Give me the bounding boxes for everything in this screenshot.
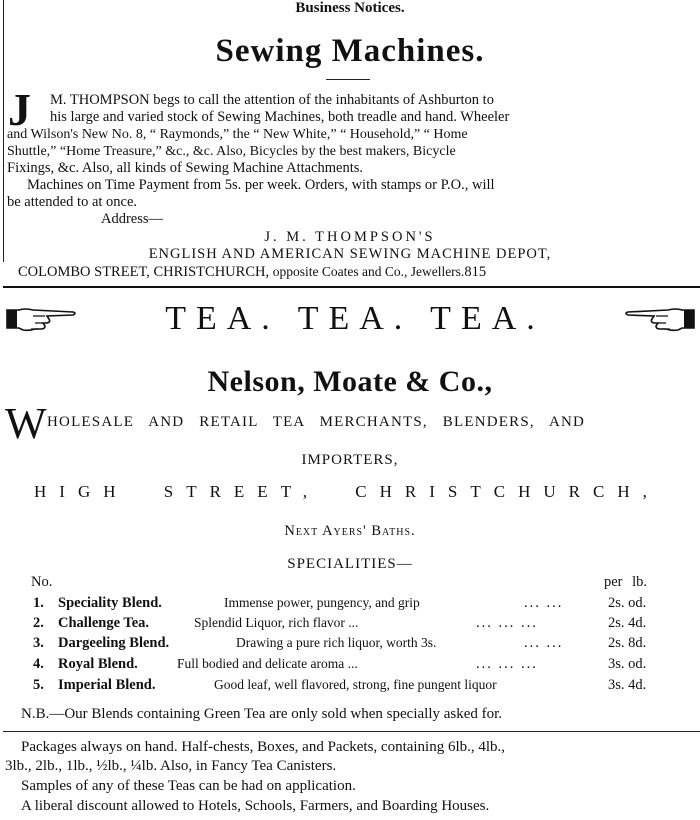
item-name: Dargeeling Blend. [58,635,170,651]
company-name: Nelson, Moate & Co., [207,365,493,398]
item-number: 3. [33,635,44,651]
sewing-line: M. THOMPSON begs to call the attention of the inhabitants of Ashburton to [50,92,494,108]
section-header: Business Notices. [295,0,405,16]
address-label: Address— [101,211,164,227]
merchant-line: HOLESALE AND RETAIL TEA MERCHANTS, BLENDERS, AND [47,414,586,430]
item-dots: ... ... ... [476,615,538,631]
address-opposite: opposite Coates and Co., Jewellers. [272,264,465,279]
packages-line-1: Packages always on hand. Half-chests, Boxes, and Packets, containing 6lb., 4lb., [21,739,506,755]
title-divider [326,79,370,80]
address-line [18,263,486,281]
next-line: Next Ayers' Baths. [284,523,416,539]
item-desc: Immense power, pungency, and grip [224,595,420,610]
item-price: 2s. od. [608,595,647,611]
item-dots: ... ... [524,635,564,651]
col-per-lb: per lb. [604,574,648,590]
item-desc: Full bodied and delicate aroma ... [177,656,358,671]
samples-line: Samples of any of these Teas can be had on application. [21,778,356,794]
specialities-title: SPECIALITIES— [287,556,413,572]
list-item [0,615,700,635]
merchant-line-2: IMPORTERS, [301,452,399,468]
pointing-hand-right-icon [5,304,77,334]
item-dots: ... ... ... [476,656,538,672]
tea-banner: TEA. TEA. TEA. [165,300,545,337]
list-item [0,677,700,697]
discount-line: A liberal discount allowed to Hotels, Schools, Farmers, and Boarding Houses. [21,798,490,814]
list-item [0,656,700,676]
item-number: 1. [33,595,44,611]
col-no: No. [31,574,53,590]
tea-dropcap: W [5,399,47,448]
address-depot: ENGLISH AND AMERICAN SEWING MACHINE DEPOT, [148,246,552,262]
item-number: 2. [33,615,44,631]
item-name: Imperial Blend. [58,677,156,693]
sewing-line: Fixings, &c. Also, all kinds of Sewing Machine Attachments. [7,160,364,176]
sewing-line: Shuttle,” “Home Treasure,” &c., &c. Also, Bicycles by the best makers, Bicycle [7,144,456,159]
sewing-line: Machines on Time Payment from 5s. per week. Orders, with stamps or P.O., will [27,177,495,193]
ref-number: 815 [464,264,487,280]
pointing-hand-left-icon [624,304,696,334]
list-item [0,635,700,655]
item-price: 3s. od. [608,656,647,672]
address-street: COLOMBO STREET, CHRISTCHURCH, [18,264,270,280]
sewing-dropcap: J [8,84,31,135]
item-price: 3s. 4d. [608,677,647,693]
section-divider [3,286,700,288]
item-desc: Drawing a pure rich liquor, worth 3s. [236,635,437,650]
item-desc: Splendid Liquor, rich flavor ... [194,615,359,630]
item-name: Royal Blend. [58,656,138,672]
item-name: Speciality Blend. [58,595,162,611]
sewing-line: and Wilson's New No. 8, “ Raymonds,” the “ New White,” “ Household,” “ Home [7,127,468,142]
item-desc: Good leaf, well flavored, strong, fine pungent liquor [214,677,497,692]
item-number: 5. [33,677,44,693]
item-price: 2s. 4d. [608,615,647,631]
tea-banner-row [0,298,700,348]
sewing-title: Sewing Machines. [215,33,485,69]
sewing-line: his large and varied stock of Sewing Machines, both treadle and hand. Wheeler [50,109,510,125]
nb-note: N.B.—Our Blends containing Green Tea are only sold when specially asked for. [21,706,503,722]
street-line: HIGH STREET, CHRISTCHURCH, [34,482,660,501]
list-item [0,595,700,615]
item-number: 4. [33,656,44,672]
item-dots: ... ... [524,595,564,611]
sewing-line: be attended to at once. [7,194,138,210]
divider-line [3,731,700,732]
address-name: J. M. THOMPSON'S [264,229,436,245]
item-price: 2s. 8d. [608,635,647,651]
packages-line-2: 3lb., 2lb., 1lb., ½lb., ¼lb. Also, in Fancy Tea Canisters. [5,758,337,774]
item-name: Challenge Tea. [58,615,150,631]
